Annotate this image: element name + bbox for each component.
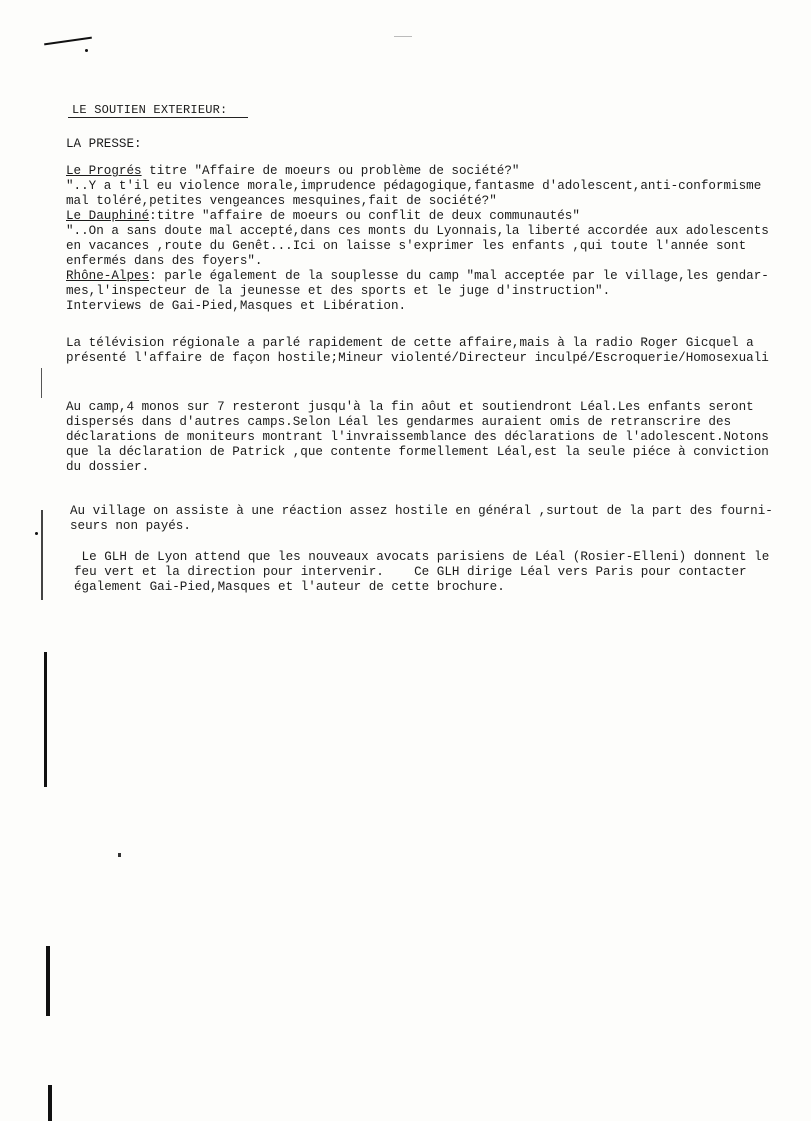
dauphine-quote-line: enfermés dans des foyers".: [66, 254, 263, 268]
progres-title: titre "Affaire de moeurs ou problème de société?": [141, 164, 520, 178]
margin-bar-4: [46, 946, 50, 1016]
paragraph-line: Le GLH de Lyon attend que les nouveaux avocats parisiens de Léal (Rosier-Elleni) donnent le: [74, 550, 770, 564]
scan-mark-top-right: [394, 36, 412, 37]
press-subheading: LA PRESSE:: [66, 137, 142, 151]
progres-quote-line: "..Y a t'il eu violence morale,imprudence pédagogique,fantasme d'adolescent,anti-conformisme: [66, 179, 762, 193]
rhone-line: : parle également de la souplesse du camp "mal acceptée par le village,les gendar-: [149, 269, 769, 283]
paragraph-line: déclarations de moniteurs montrant l'invraissemblance des déclarations de l'adolescent.Notons: [66, 430, 769, 444]
margin-bar-2: [41, 510, 43, 600]
camp-paragraph: [66, 400, 769, 475]
dauphine-quote-line: "..On a sans doute mal accepté,dans ces monts du Lyonnais,la liberté accordée aux adolescents: [66, 224, 769, 238]
television-paragraph: [66, 336, 769, 366]
paragraph-line: du dossier.: [66, 460, 150, 474]
section-heading: LE SOUTIEN EXTERIEUR:: [72, 103, 228, 117]
source-rhone-alpes: Rhône-Alpes: [66, 269, 150, 283]
margin-tick: [118, 853, 121, 857]
village-paragraph: [70, 504, 773, 534]
scan-mark-top: [44, 37, 92, 46]
paragraph-line: Au camp,4 monos sur 7 resteront jusqu'à la fin aôut et soutiendront Léal.Les enfants seront: [66, 400, 754, 414]
heading-underline: [68, 117, 248, 118]
margin-bar-3: [44, 652, 47, 787]
source-le-dauphine: Le Dauphiné: [66, 209, 150, 223]
glh-paragraph: [74, 550, 769, 595]
rhone-line: mes,l'inspecteur de la jeunesse et des sports et le juge d'instruction".: [66, 284, 611, 298]
paragraph-line: également Gai-Pied,Masques et l'auteur de cette brochure.: [74, 580, 505, 594]
paragraph-line: feu vert et la direction pour intervenir. Ce GLH dirige Léal vers Paris pour contacter: [74, 565, 747, 579]
paragraph-line: seurs non payés.: [70, 519, 191, 533]
scan-mark-dot: [85, 49, 88, 52]
progres-quote-line: mal toléré,petites vengeances mesquines,fait de société?": [66, 194, 497, 208]
dauphine-quote-line: en vacances ,route du Genêt...Ici on laisse s'exprimer les enfants ,qui toute l'année sont: [66, 239, 747, 253]
paragraph-line: que la déclaration de Patrick ,que contente formellement Léal,est la seule piéce à conviction: [66, 445, 769, 459]
interviews-line: Interviews de Gai-Pied,Masques et Libération.: [66, 299, 407, 313]
margin-dot: [35, 532, 38, 535]
paragraph-line: Au village on assiste à une réaction assez hostile en général ,surtout de la part des fourni-: [70, 504, 773, 518]
dauphine-title: :titre "affaire de moeurs ou conflit de deux communautés": [149, 209, 580, 223]
press-block: [66, 164, 769, 314]
paragraph-line: dispersés dans d'autres camps.Selon Léal les gendarmes auraient omis de retranscrire des: [66, 415, 732, 429]
source-le-progres: Le Progrés: [66, 164, 142, 178]
margin-bar-5: [48, 1085, 52, 1121]
margin-bar-1: [41, 368, 42, 398]
paragraph-line: présenté l'affaire de façon hostile;Mineur violenté/Directeur inculpé/Escroquerie/Homosexuali: [66, 351, 769, 365]
paragraph-line: La télévision régionale a parlé rapidement de cette affaire,mais à la radio Roger Gicquel a: [66, 336, 754, 350]
